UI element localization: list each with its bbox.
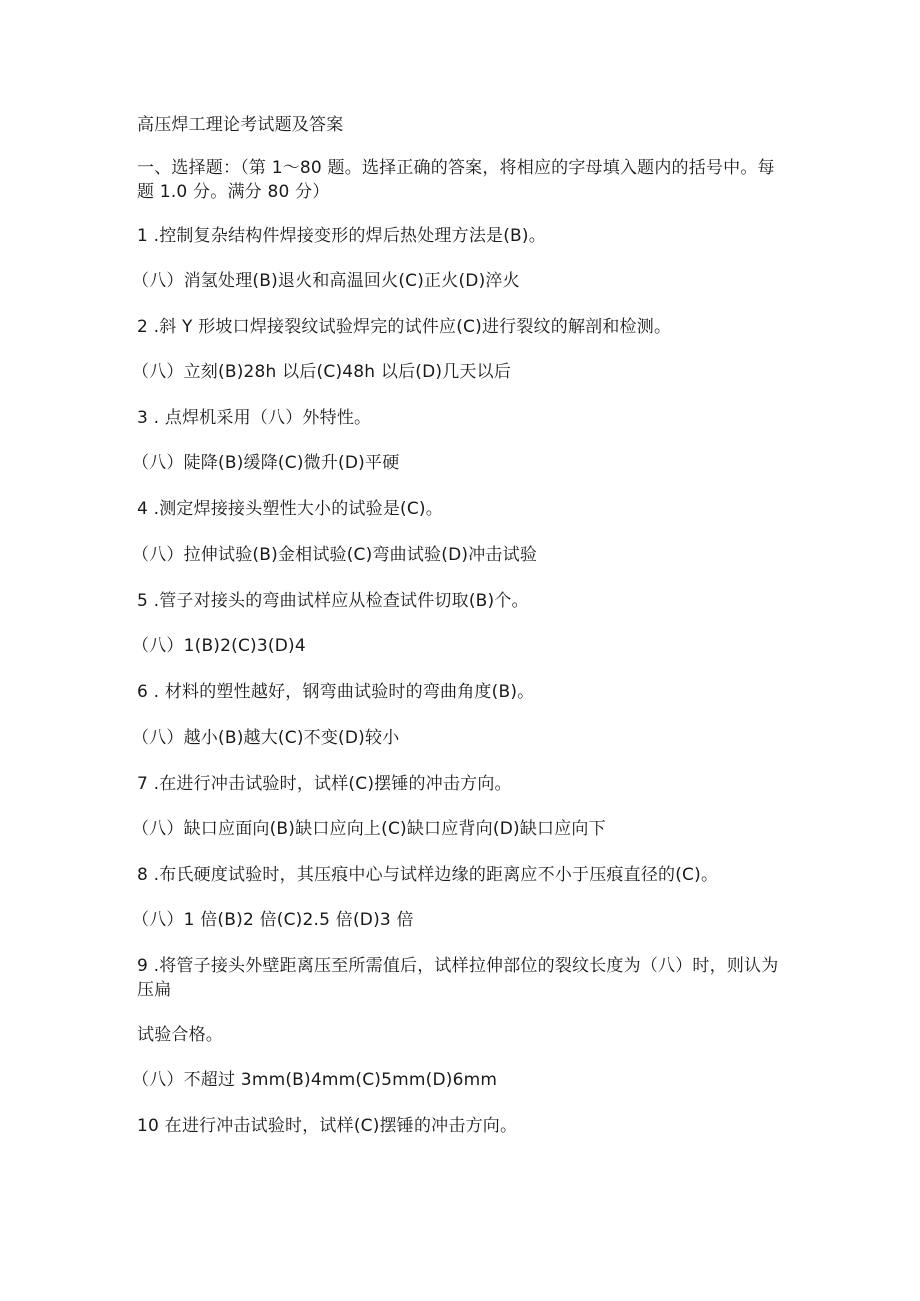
section-heading: 一、选择题：（第 1～80 题。选择正确的答案，将相应的字母填入题内的括号中。每题 1.0 分。满分 80 分） xyxy=(137,158,775,202)
question-9: 9 .将管子接头外壁距离压至所需值后，试样拉伸部位的裂纹长度为（八）时，则认为压扁 xyxy=(137,956,779,1000)
question-1-options: （八）消氢处理(B)退火和高温回火(C)正火(D)淬火 xyxy=(132,271,520,291)
question-10: 10 在进行冲击试验时，试样(C)摆锤的冲击方向。 xyxy=(137,1116,518,1136)
question-2: 2 .斜 Y 形坡口焊接裂纹试验焊完的试件应(C)进行裂纹的解剖和检测。 xyxy=(137,317,672,337)
question-5-options: （八）1(B)2(C)3(D)4 xyxy=(132,636,306,656)
document-title: 高压焊工理论考试题及答案 xyxy=(137,115,344,135)
question-3-options: （八）陡降(B)缓降(C)微升(D)平硬 xyxy=(132,453,400,473)
question-6: 6 . 材料的塑性越好，钢弯曲试验时的弯曲角度(B)。 xyxy=(137,682,535,702)
question-8: 8 .布氏硬度试验时，其压痕中心与试样边缘的距离应不小于压痕直径的(C)。 xyxy=(137,865,719,885)
question-9-continuation: 试验合格。 xyxy=(137,1025,223,1045)
question-5: 5 .管子对接头的弯曲试样应从检查试件切取(B)个。 xyxy=(137,591,529,611)
question-6-options: （八）越小(B)越大(C)不变(D)较小 xyxy=(132,728,400,748)
question-7: 7 .在进行冲击试验时，试样(C)摆锤的冲击方向。 xyxy=(137,774,512,794)
question-4: 4 .测定焊接接头塑性大小的试验是(C)。 xyxy=(137,499,443,519)
question-3: 3 . 点焊机采用（八）外特性。 xyxy=(137,408,372,428)
question-9-options: （八）不超过 3mm(B)4mm(C)5mm(D)6mm xyxy=(132,1070,498,1090)
question-1: 1 .控制复杂结构件焊接变形的焊后热处理方法是(B)。 xyxy=(137,226,546,246)
question-8-options: （八）1 倍(B)2 倍(C)2.5 倍(D)3 倍 xyxy=(132,910,414,930)
question-7-options: （八）缺口应面向(B)缺口应向上(C)缺口应背向(D)缺口应向下 xyxy=(132,819,606,839)
question-4-options: （八）拉伸试验(B)金相试验(C)弯曲试验(D)冲击试验 xyxy=(132,545,538,565)
question-2-options: （八）立刻(B)28h 以后(C)48h 以后(D)几天以后 xyxy=(132,362,512,382)
